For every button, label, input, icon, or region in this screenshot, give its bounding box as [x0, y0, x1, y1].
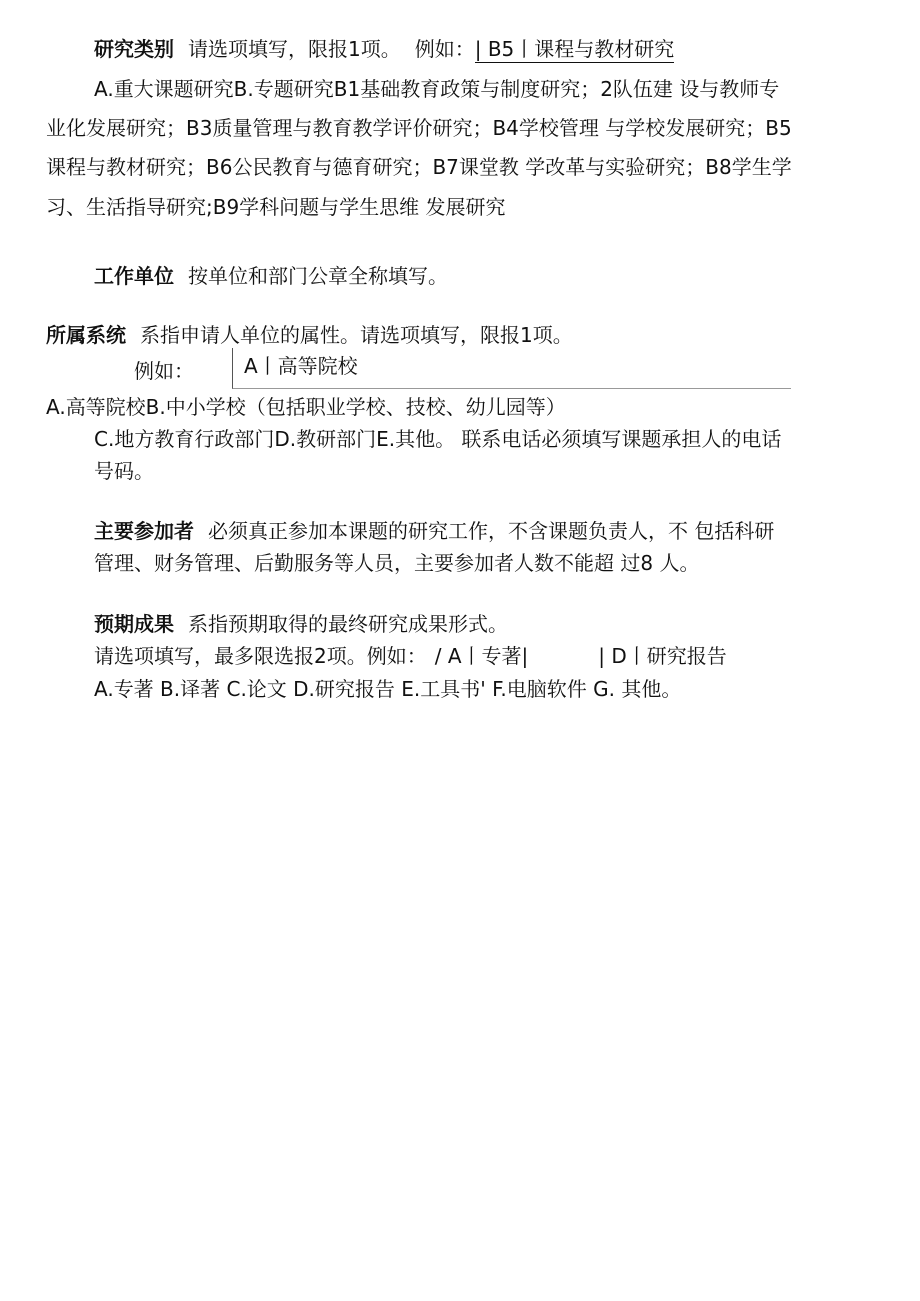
system-example-prefix: 例如： — [134, 359, 194, 383]
participants-label: 主要参加者 — [94, 519, 194, 543]
outcome-example-1: / A丨专著| — [434, 644, 529, 668]
category-options-line-1: A.重大课题研究B.专题研究B1基础教育政策与制度研究；2队伍建 设与教师专 — [94, 77, 780, 101]
category-label: 研究类别 — [94, 37, 174, 61]
participants-line-1 — [94, 518, 774, 544]
system-options-line-1: A.高等院校B.中小学校（包括职业学校、技校、幼儿园等） — [46, 395, 566, 419]
category-heading-line — [94, 36, 674, 62]
work-unit-label: 工作单位 — [94, 264, 174, 288]
participants-line-2: 管理、财务管理、后勤服务等人员，主要参加者人数不能超 过8 人。 — [94, 551, 700, 575]
outcome-label: 预期成果 — [94, 612, 174, 636]
category-options-line-4: 习、生活指导研究;B9学科问题与学生思维 发展研究 — [46, 195, 506, 219]
category-options-line-3: 课程与教材研究；B6公民教育与德育研究；B7课堂教 学改革与实验研究；B8学生学 — [46, 155, 792, 179]
outcome-example-prefix: 请选项填写，最多限选报2项。例如： — [94, 644, 427, 668]
outcome-instruction: 系指预期取得的最终研究成果形式。 — [188, 612, 508, 636]
participants-text-1: 必须真正参加本课题的研究工作，不含课题负责人，不 包括科研 — [208, 519, 775, 543]
system-heading-line — [46, 322, 573, 348]
system-label: 所属系统 — [46, 323, 126, 347]
work-unit-instruction: 按单位和部门公章全称填写。 — [188, 264, 448, 288]
category-example-value: | B5丨课程与教材研究 — [474, 37, 675, 61]
outcome-example-line — [94, 643, 727, 669]
system-example-value: A丨高等院校 — [244, 354, 358, 378]
system-options-line-2: C.地方教育行政部门D.教研部门E.其他。 联系电话必须填写课题承担人的电话 — [94, 427, 782, 451]
category-options-line-2: 业化发展研究；B3质量管理与教育教学评价研究；B4学校管理 与学校发展研究；B5 — [46, 116, 792, 140]
work-unit-line — [94, 263, 448, 289]
system-options-line-3: 号码。 — [94, 459, 154, 483]
category-example-prefix: 例如： — [414, 37, 475, 61]
system-instruction: 系指申请人单位的属性。请选项填写，限报1项。 — [140, 323, 573, 347]
outcome-heading-line — [94, 611, 508, 637]
category-instruction: 请选项填写，限报1项。 — [188, 37, 401, 61]
outcome-example-2: | D丨研究报告 — [598, 644, 727, 668]
outcome-options-line: A.专著 B.译著 C.论文 D.研究报告 E.工具书' F.电脑软件 G. 其他。 — [94, 677, 682, 701]
